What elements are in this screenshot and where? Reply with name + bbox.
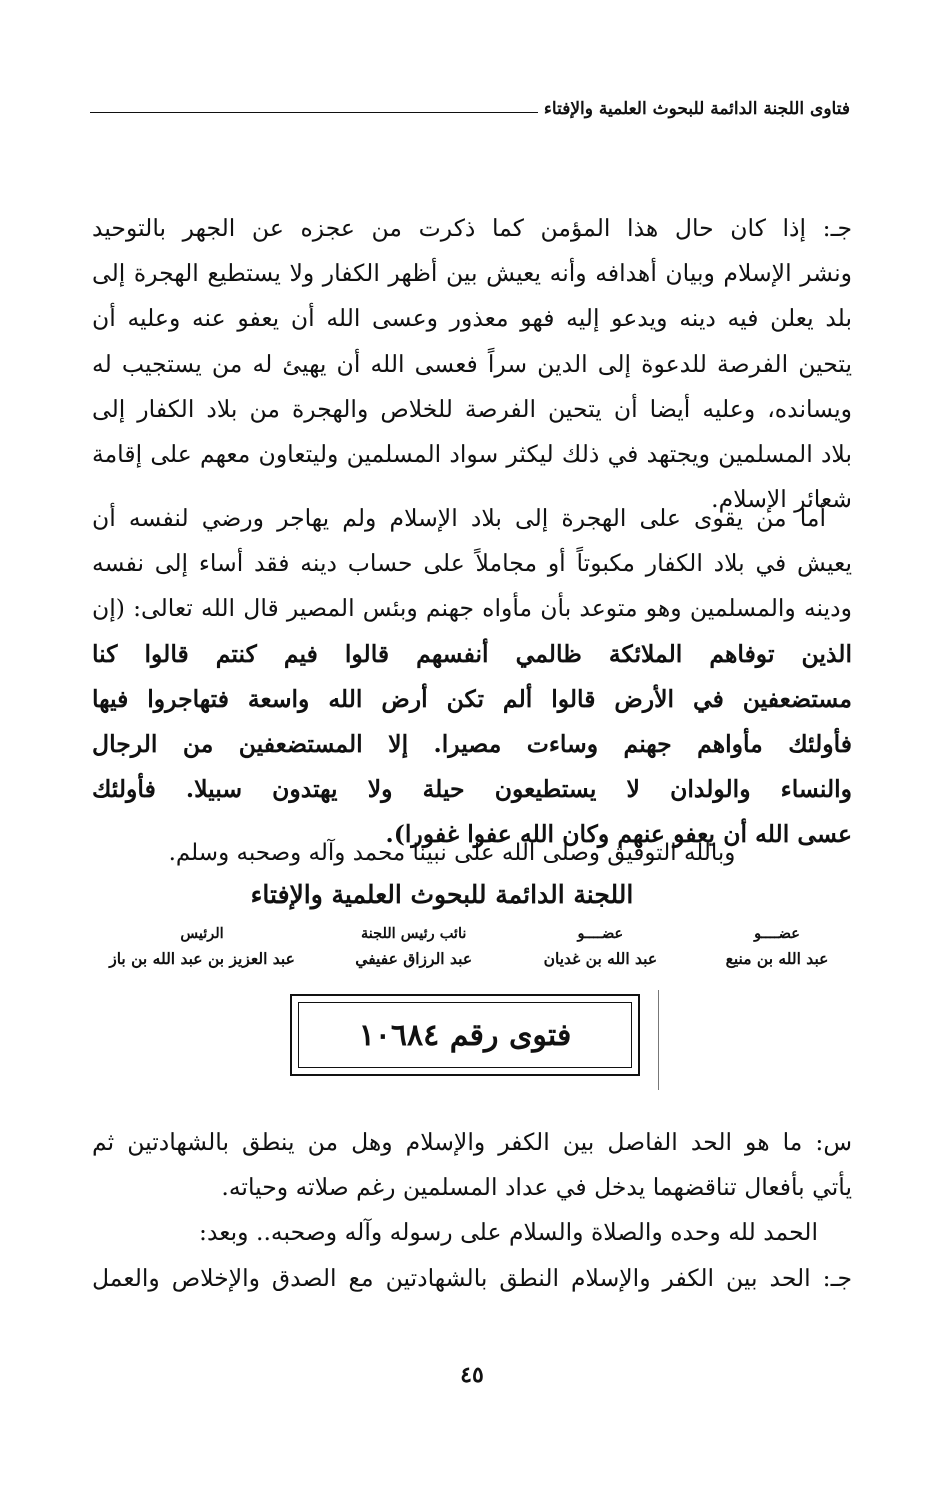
praise-line: الحمد لله وحده والصلاة والسلام على رسوله وآله وصحبه.. وبعد: [199,1218,818,1247]
running-header [90,92,850,126]
text-line: ونشر الإسلام وبيان أهدافه وأنه يعيش بين أظهر الكفار ولا يستطيع الهجرة إلى [92,259,852,288]
quran-line: عسى الله أن يعفو عنهم وكان الله عفوا غفورا). [385,820,852,849]
text-line: ودينه والمسلمين وهو متوعد بأن مأواه جهنم وبئس المصير قال الله تعالى: (إن [92,594,852,623]
quran-line: الذين توفاهم الملائكة ظالمي أنفسهم قالوا فيم كنتم قالوا كنا [92,639,852,668]
signature-member-1 [702,924,852,974]
quran-line: فأولئك مأواهم جهنم وساءت مصيرا. إلا المستضعفين من الرجال [92,730,852,759]
signatures [92,924,852,974]
signature-role: عضــــو [754,925,800,942]
page-number: ٤٥ [460,1362,484,1388]
text-line: أما من يقوى على الهجرة إلى بلاد الإسلام ولم يهاجر ورضي لنفسه أن [92,504,826,532]
quran-line: مستضعفين في الأرض قالوا ألم تكن أرض الله واسعة فتهاجروا فيها [92,684,852,713]
answer-paragraph [92,206,852,522]
closing-prayer: وبالله التوفيق وصلى الله على نبينا محمد وآله وصحبه وسلم. [168,840,736,866]
second-paragraph [92,496,852,858]
committee-name: اللجنة الدائمة للبحوث العلمية والإفتاء [250,880,634,909]
text-line: جـ: إذا كان حال هذا المؤمن كما ذكرت من عجزه عن الجهر بالتوحيد [92,214,852,242]
answer-line: جـ: الحد بين الكفر والإسلام النطق بالشهادتين مع الصدق والإخلاص والعمل [92,1263,852,1292]
text-line: يتحين الفرصة للدعوة إلى الدين سراً فعسى الله أن يهيئ له من يستجيب له [92,349,852,378]
fatwa-title: فتوى رقم ١٠٦٨٤ [298,1002,632,1068]
text-line: شعائر الإسلام. [711,485,852,514]
question-line: س: ما هو الحد الفاصل بين الكفر والإسلام وهل من ينطق بالشهادتين ثم [92,1128,852,1156]
fatwa-title-box [290,994,640,1076]
signature-deputy [329,924,499,974]
question-line: يأتي بأفعال تناقضهما يدخل في عداد المسلمين رغم صلاته وحياته. [221,1173,852,1202]
text-line: بلد يعلن فيه دينه ويدعو إليه فهو معذور وعسى الله أن يعفو عنه وعليه أن [92,304,852,333]
text-line: ويسانده، وعليه أيضا أن يتحين الفرصة للخلاص والهجرة من بلاد الكفار إلى [92,394,852,423]
signature-role: نائب رئيس اللجنة [360,925,467,942]
running-header-title: فتاوى اللجنة الدائمة للبحوث العلمية والإفتاء [543,99,850,119]
signature-president [92,924,312,974]
question-answer [92,1120,852,1301]
header-rule [90,112,538,113]
quran-line: والنساء والولدان لا يستطيعون حيلة ولا يهتدون سبيلا. فأولئك [92,775,852,804]
signature-role: الرئيس [180,925,224,942]
signature-member-2 [515,924,685,974]
signature-name: عبد الله بن غديان [543,949,658,968]
signature-name: عبد العزيز بن عبد الله بن باز [109,949,295,968]
signature-name: عبد الله بن منيع [725,949,829,968]
text-line: يعيش في بلاد الكفار مكبوتاً أو مجاملاً على حساب دينه فقد أساء إلى نفسه [92,549,852,578]
signature-role: عضــــو [577,925,624,942]
margin-line [658,990,659,1090]
text-line: بلاد المسلمين ويجتهد في ذلك ليكثر سواد المسلمين وليتعاون معهم على إقامة [92,440,852,469]
signature-name: عبد الرزاق عفيفي [355,949,473,968]
